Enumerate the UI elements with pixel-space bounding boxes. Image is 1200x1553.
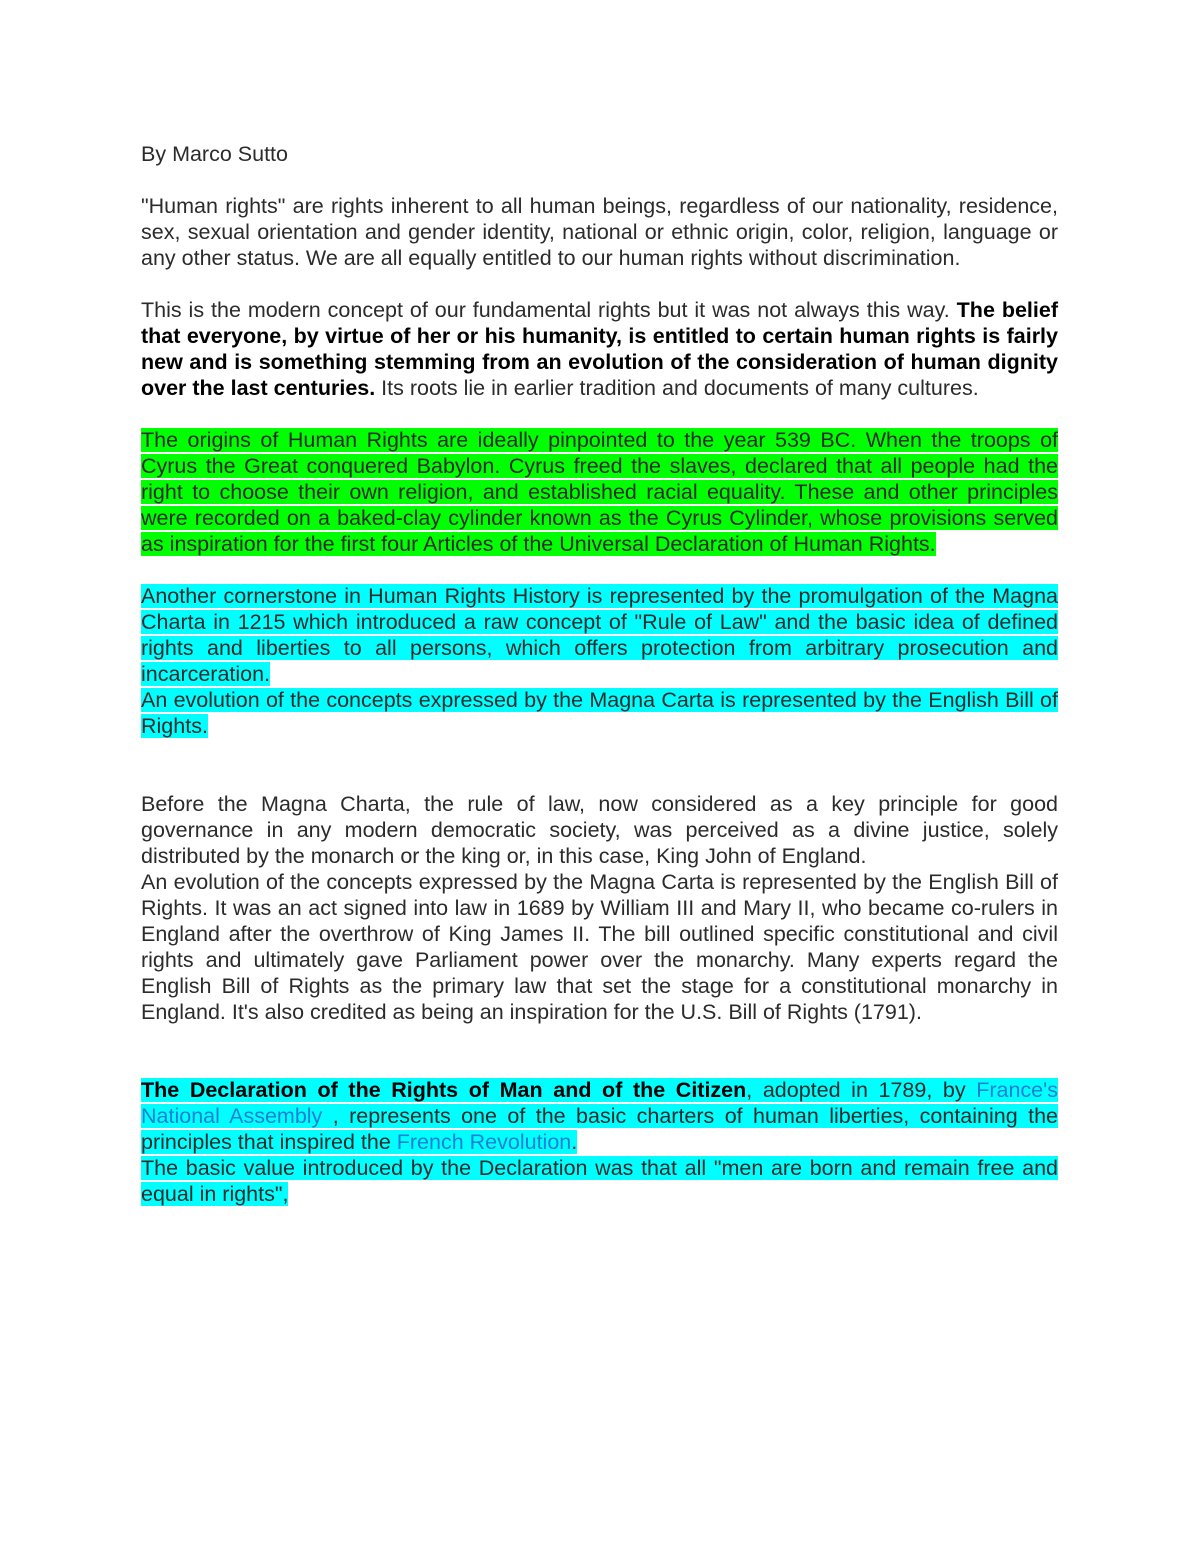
paragraph-declaration: [141, 1077, 1058, 1155]
highlight-cyan-bill-of-rights: An evolution of the concepts expressed by the Magna Carta is represented by the English Bill of Rights.: [141, 688, 1058, 738]
paragraph-modern-concept-lead: This is the modern concept of our fundamental rights but it was not always this way.: [141, 298, 957, 322]
highlight-green-cyrus: The origins of Human Rights are ideally pinpointed to the year 539 BC. When the troops of Cyrus the Great conquered Babylon. Cyrus freed the slaves, declared that all people had the right to choose their own religion, and established racial equality. These and other principles were recorded on a baked-clay cylinder known as the Cyrus Cylinder, whose provisions served as inspiration for the first four Articles of the Universal Declaration of Human Rights.: [141, 428, 1058, 556]
paragraph-human-rights-definition: "Human rights" are rights inherent to all human beings, regardless of our nationality, residence, sex, sexual orientation and gender identity, national or ethnic origin, color, religion, language or any other status. We are all equally entitled to our human rights without discrimination.: [141, 194, 1058, 270]
paragraph-basic-value: [141, 1155, 1058, 1207]
paragraph-modern-concept-tail: Its roots lie in earlier tradition and documents of many cultures.: [375, 376, 979, 400]
paragraph-before-magna-charta: Before the Magna Charta, the rule of law, now considered as a key principle for good governance in any modern democratic society, was perceived as a divine justice, solely distributed by the monarch or the king or, in this case, King John of England.: [141, 792, 1058, 868]
paragraph-modern-concept: [141, 297, 1058, 401]
link-france-national-assembly[interactable]: France's National Assembly: [141, 1078, 1058, 1128]
declaration-text-2: , represents one of the basic charters of human liberties, containing the principles that inspired the: [141, 1104, 1058, 1154]
highlight-cyan-declaration: [141, 1078, 1058, 1154]
document-body: [141, 141, 1058, 1207]
paragraph-modern-concept-bold: The belief that everyone, by virtue of her or his humanity, is entitled to certain human rights is fairly new and is something stemming from an evolution of the consideration of human dignity over the last centuries.: [141, 298, 1058, 400]
declaration-title-bold: The Declaration of the Rights of Man and of the Citizen: [141, 1078, 747, 1102]
paragraph-magna-charta: [141, 583, 1058, 687]
paragraph-cyrus-origins: [141, 427, 1058, 557]
declaration-text-3: .: [571, 1130, 578, 1154]
highlight-cyan-basic-value: The basic value introduced by the Declaration was that all "men are born and remain free and equal in rights",: [141, 1156, 1058, 1206]
highlight-cyan-magna-charta: Another cornerstone in Human Rights History is represented by the promulgation of the Magna Charta in 1215 which introduced a raw concept of "Rule of Law" and the basic idea of defined rights and liberties to all persons, which offers protection from arbitrary prosecution and incarceration.: [141, 584, 1058, 686]
paragraph-bill-of-rights-short: [141, 687, 1058, 739]
link-french-revolution[interactable]: French Revolution: [396, 1130, 572, 1154]
paragraph-english-bill-of-rights: An evolution of the concepts expressed by the Magna Carta is represented by the English Bill of Rights. It was an act signed into law in 1689 by William III and Mary II, who became co-rulers in England after the overthrow of King James II. The bill outlined specific constitutional and civil rights and ultimately gave Parliament power over the monarchy. Many experts regard the English Bill of Rights as the primary law that set the stage for a constitutional monarchy in England. It's also credited as being an inspiration for the U.S. Bill of Rights (1791).: [141, 870, 1058, 1024]
byline: By Marco Sutto: [141, 142, 288, 166]
declaration-text-1: , adopted in 1789, by: [746, 1078, 977, 1102]
